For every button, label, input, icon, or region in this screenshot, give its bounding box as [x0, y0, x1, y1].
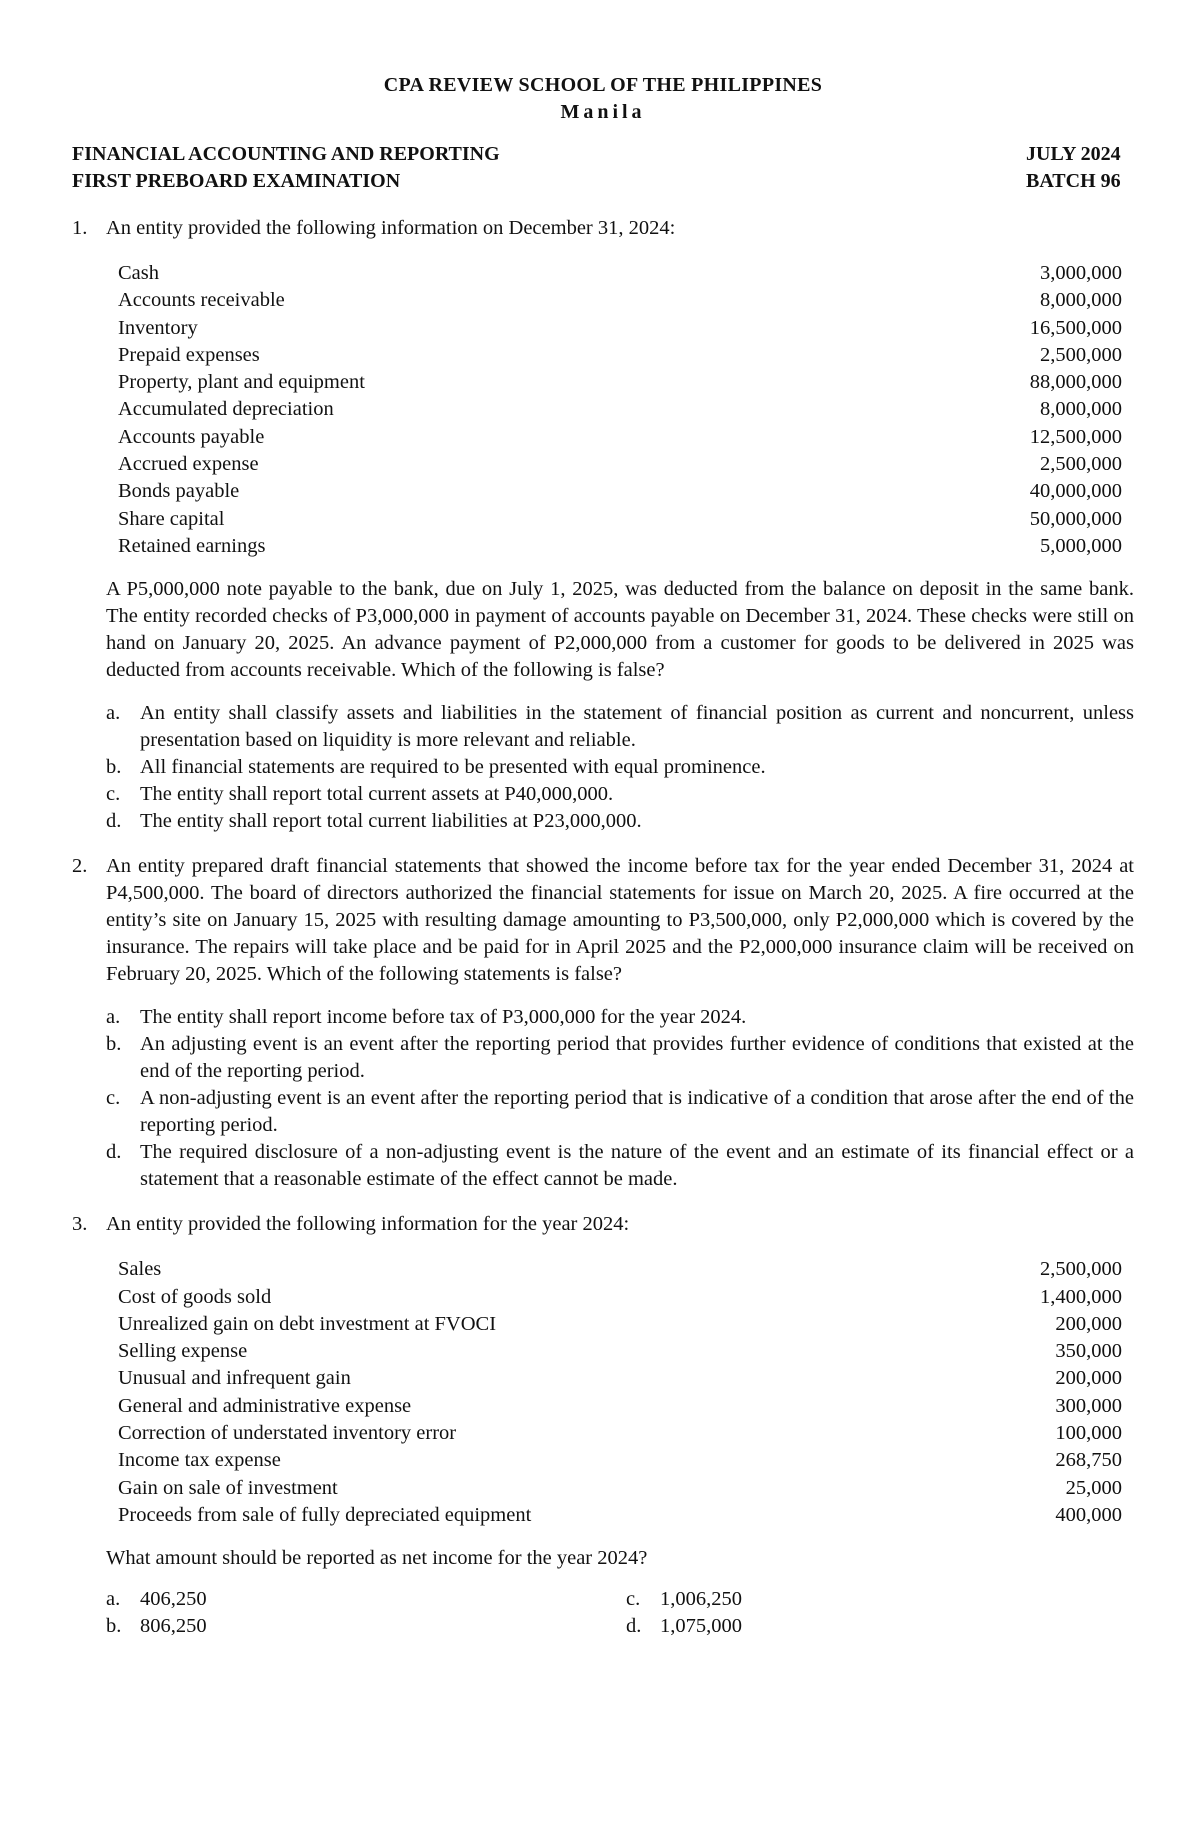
question-stem: An entity provided the following information for the year 2024:: [106, 1213, 630, 1236]
question-number: 1.: [72, 217, 88, 239]
data-row: [118, 369, 1122, 396]
option-text: 1,006,250: [660, 1588, 742, 1611]
data-row: [118, 451, 1122, 478]
data-row: [118, 1338, 1122, 1365]
data-row: [118, 424, 1122, 451]
data-row: [118, 1284, 1122, 1311]
option-text: A non-adjusting event is an event after the reporting period that is indicative of a condition that arose after the end of the reporting period.: [140, 1087, 1134, 1137]
row-label: Proceeds from sale of fully depreciated equipment: [118, 1503, 532, 1526]
row-value: 200,000: [1055, 1367, 1122, 1390]
data-row: [118, 315, 1122, 342]
option-letter: c.: [106, 783, 121, 806]
row-value: 8,000,000: [1040, 398, 1122, 421]
row-label: Cost of goods sold: [118, 1285, 272, 1308]
row-value: 268,750: [1055, 1449, 1122, 1472]
answer-option-b[interactable]: [106, 754, 1134, 781]
option-text: 1,075,000: [660, 1615, 742, 1638]
row-label: Gain on sale of investment: [118, 1476, 338, 1499]
question-number: 2.: [72, 855, 88, 878]
row-label: Selling expense: [118, 1340, 248, 1363]
data-row: [118, 1420, 1122, 1447]
question-stem: An entity prepared draft financial statements that showed the income before tax for the year ended December 31, 2024 at P4,500,000. The board of directors authorized the financial statements for issue on March 20, 2025. A fire occurred at the entity’s site on January 15, 2025 with resulting damage amounting to P3,500,000, only P2,000,000 which is covered by the insurance. The repairs will take place and be paid for in April 2025 and the P2,000,000 insurance claim will be received on February 20, 2025. Which of the following statements is false?: [106, 855, 1134, 986]
option-letter: a.: [106, 1006, 121, 1029]
data-row: [118, 1393, 1122, 1420]
school-name: CPA REVIEW SCHOOL OF THE PHILIPPINES: [383, 74, 823, 96]
row-value: 50,000,000: [1029, 507, 1122, 530]
data-row: [118, 1475, 1122, 1502]
data-row: [118, 260, 1122, 287]
option-text: The entity shall report total current assets at P40,000,000.: [140, 783, 614, 806]
row-value: 5,000,000: [1040, 534, 1122, 557]
financial-data-table: [118, 1256, 1122, 1529]
option-letter: c.: [106, 1087, 121, 1110]
row-label: General and administrative expense: [118, 1394, 412, 1417]
row-label: Bonds payable: [118, 480, 240, 503]
subject-title: FINANCIAL ACCOUNTING AND REPORTING: [72, 143, 500, 165]
answer-option-a[interactable]: [106, 1004, 1134, 1031]
financial-data-table: [118, 260, 1122, 560]
answer-option-d[interactable]: [106, 808, 1134, 835]
row-value: 1,400,000: [1040, 1285, 1122, 1308]
data-row: [118, 1502, 1122, 1529]
row-value: 40,000,000: [1029, 480, 1122, 503]
data-row: [118, 342, 1122, 369]
row-label: Income tax expense: [118, 1449, 281, 1472]
question-prompt: What amount should be reported as net income for the year 2024?: [106, 1547, 648, 1570]
row-label: Property, plant and equipment: [118, 371, 365, 394]
answer-options: [106, 1586, 1134, 1640]
exam-title: FIRST PREBOARD EXAMINATION: [72, 170, 401, 192]
row-label: Accrued expense: [118, 453, 259, 476]
answer-options: [106, 1004, 1134, 1193]
answer-option-d[interactable]: [626, 1613, 926, 1640]
row-label: Sales: [118, 1258, 162, 1281]
row-label: Share capital: [118, 507, 225, 530]
row-label: Prepaid expenses: [118, 343, 260, 366]
row-value: 8,000,000: [1040, 289, 1122, 312]
row-value: 25,000: [1065, 1476, 1122, 1499]
document-title: [72, 72, 1134, 126]
row-value: 200,000: [1055, 1312, 1122, 1335]
row-label: Retained earnings: [118, 534, 266, 557]
data-row: [118, 1447, 1122, 1474]
question-number: 3.: [72, 1213, 88, 1236]
data-row: [118, 506, 1122, 533]
option-letter: a.: [106, 1588, 121, 1611]
answer-option-b[interactable]: [106, 1031, 1134, 1085]
row-value: 12,500,000: [1029, 425, 1122, 448]
answer-option-c[interactable]: [106, 1085, 1134, 1139]
data-row: [118, 1256, 1122, 1283]
row-value: 2,500,000: [1040, 1258, 1122, 1281]
option-text: The entity shall report total current liabilities at P23,000,000.: [140, 810, 642, 833]
row-label: Accumulated depreciation: [118, 398, 334, 421]
answer-option-b[interactable]: [106, 1613, 626, 1640]
question-1: [72, 215, 1134, 835]
option-letter: d.: [106, 1141, 122, 1164]
row-value: 400,000: [1055, 1503, 1122, 1526]
answer-option-c[interactable]: [626, 1586, 926, 1613]
answer-options: [106, 700, 1134, 835]
question-2: [72, 853, 1134, 1193]
data-row: [118, 533, 1122, 560]
answer-option-c[interactable]: [106, 781, 1134, 808]
row-value: 16,500,000: [1029, 316, 1122, 339]
data-row: [118, 287, 1122, 314]
option-letter: a.: [106, 702, 121, 725]
option-text: The required disclosure of a non-adjusting event is the nature of the event and an estimate of its financial effect or a statement that a reasonable estimate of the effect cannot be made.: [140, 1141, 1134, 1191]
option-letter: b.: [106, 756, 122, 779]
row-label: Cash: [118, 262, 159, 284]
row-label: Accounts payable: [118, 425, 265, 448]
data-row: [118, 396, 1122, 423]
row-label: Accounts receivable: [118, 289, 285, 312]
question-paragraph: A P5,000,000 note payable to the bank, due on July 1, 2025, was deducted from the balance on deposit in the same bank. The entity recorded checks of P3,000,000 in payment of accounts payable on December 31, 2024. These checks were still on hand on January 20, 2025. An advance payment of P2,000,000 from a customer for goods to be delivered in 2025 was deducted from accounts receivable. Which of the following is false?: [106, 578, 1134, 682]
option-letter: b.: [106, 1033, 122, 1056]
option-letter: c.: [626, 1588, 641, 1611]
data-row: [118, 1311, 1122, 1338]
row-value: 2,500,000: [1040, 343, 1122, 366]
row-value: 300,000: [1055, 1394, 1122, 1417]
row-label: Correction of understated inventory error: [118, 1422, 457, 1445]
question-3: [72, 1211, 1134, 1640]
exam-page: [72, 72, 1134, 1640]
data-row: [118, 1365, 1122, 1392]
answer-option-d[interactable]: [106, 1139, 1134, 1193]
row-value: 100,000: [1055, 1422, 1122, 1445]
data-row: [118, 478, 1122, 505]
row-label: Inventory: [118, 316, 198, 339]
exam-header-left: [72, 141, 500, 195]
exam-batch: BATCH 96: [1026, 170, 1121, 192]
exam-header: [72, 141, 1134, 195]
row-label: Unusual and infrequent gain: [118, 1367, 351, 1390]
row-value: 3,000,000: [1040, 262, 1122, 284]
exam-header-right: [1026, 141, 1134, 195]
row-value: 350,000: [1055, 1340, 1122, 1363]
row-value: 2,500,000: [1040, 453, 1122, 476]
question-stem: An entity provided the following information on December 31, 2024:: [106, 217, 676, 239]
option-letter: b.: [106, 1615, 122, 1638]
answer-option-a[interactable]: [106, 700, 1134, 754]
answer-option-a[interactable]: [106, 1586, 626, 1613]
option-letter: d.: [106, 810, 122, 833]
option-text: The entity shall report income before tax of P3,000,000 for the year 2024.: [140, 1006, 747, 1029]
option-text: 806,250: [140, 1615, 207, 1638]
option-text: All financial statements are required to be presented with equal prominence.: [140, 756, 766, 779]
option-text: 406,250: [140, 1588, 207, 1611]
option-letter: d.: [626, 1615, 642, 1638]
option-text: An adjusting event is an event after the reporting period that provides further evidence of conditions that existed at the end of the reporting period.: [140, 1033, 1134, 1083]
row-value: 88,000,000: [1029, 371, 1122, 394]
row-label: Unrealized gain on debt investment at FVOCI: [118, 1312, 497, 1335]
option-text: An entity shall classify assets and liabilities in the statement of financial position as current and noncurrent, unless presentation based on liquidity is more relevant and reliable.: [140, 702, 1134, 752]
exam-month: JULY 2024: [1026, 143, 1121, 165]
school-city: Manila: [560, 101, 646, 123]
